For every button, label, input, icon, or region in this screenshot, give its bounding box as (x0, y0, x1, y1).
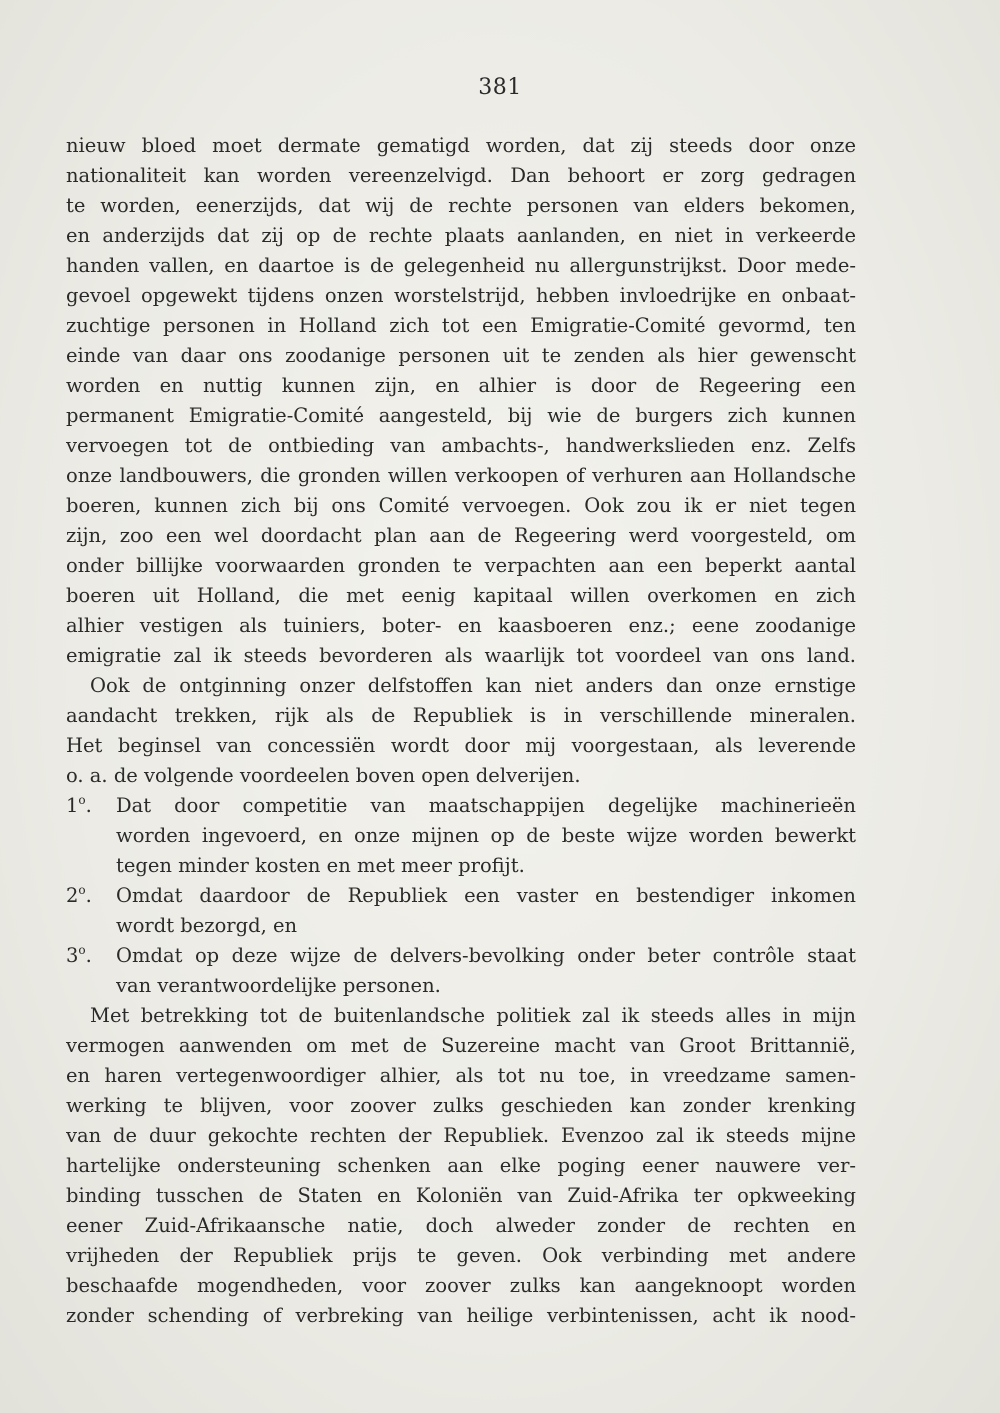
list-number-dot: . (85, 944, 92, 967)
text-line: wordt bezorgd, en (116, 914, 298, 937)
text-line: binding tusschen de Staten en Koloniën van Zuid-Afrika ter opkweeking (66, 1184, 856, 1207)
text-line: werking te blijven, voor zoover zulks geschieden kan zonder krenking (66, 1094, 856, 1117)
list-item-text (116, 941, 856, 1001)
enumerated-list (66, 791, 856, 1001)
list-item-number (66, 941, 116, 971)
text-line: zijn, zoo een wel doordacht plan aan de Regeering werd voorgesteld, om (66, 524, 856, 547)
text-line: en haren vertegenwoordiger alhier, als tot nu toe, in vreedzame samen- (66, 1064, 856, 1087)
text-line: Het beginsel van concessiën wordt door mij voorgestaan, als leverende (66, 734, 856, 757)
text-line: van de duur gekochte rechten der Republiek. Evenzoo zal ik steeds mijne (66, 1124, 856, 1147)
paragraph-mining (66, 671, 856, 791)
text-line: nationaliteit kan worden vereenzelvigd. Dan behoort er zorg gedragen (66, 164, 856, 187)
list-number-digit: 3 (66, 944, 79, 967)
text-line: Ook de ontginning onzer delfstoffen kan niet anders dan onze ernstige (90, 674, 856, 697)
list-number-ordinal: o (78, 883, 86, 897)
text-line: worden ingevoerd, en onze mijnen op de beste wijze worden bewerkt (116, 824, 856, 847)
text-line: Dat door competitie van maatschappijen degelijke machinerieën (116, 794, 856, 817)
text-line: hartelijke ondersteuning schenken aan elke poging eener nauwere ver- (66, 1154, 856, 1177)
paragraph-foreign-policy (66, 1001, 856, 1331)
list-number-digit: 1 (66, 794, 79, 817)
text-line: zuchtige personen in Holland zich tot een Emigratie-Comité gevormd, ten (66, 314, 856, 337)
text-line: handen vallen, en daartoe is de gelegenheid nu allergunstrijkst. Door mede- (66, 254, 856, 277)
list-number-ordinal: o (78, 793, 86, 807)
text-line: tegen minder kosten en met meer profijt. (116, 854, 525, 877)
list-item (66, 881, 856, 941)
text-line: alhier vestigen als tuiniers, boter- en kaasboeren enz.; eene zoodanige (66, 614, 856, 637)
text-line: boeren uit Holland, die met eenig kapitaal willen overkomen en zich (66, 584, 856, 607)
text-line: Omdat daardoor de Republiek een vaster en bestendiger inkomen (116, 884, 856, 907)
text-line: nieuw bloed moet dermate gematigd worden, dat zij steeds door onze (66, 134, 856, 157)
list-item-number (66, 791, 116, 821)
text-line: gevoel opgewekt tijdens onzen worstelstrijd, hebben invloedrijke en onbaat- (66, 284, 856, 307)
list-number-dot: . (85, 794, 92, 817)
text-line: Met betrekking tot de buitenlandsche politiek zal ik steeds alles in mijn (90, 1004, 856, 1027)
text-line: permanent Emigratie-Comité aangesteld, bij wie de burgers zich kunnen (66, 404, 856, 427)
list-number-ordinal: o (78, 943, 86, 957)
text-line: worden en nuttig kunnen zijn, en alhier is door de Regeering een (66, 374, 856, 397)
list-item-number (66, 881, 116, 911)
text-line: vrijheden der Republiek prijs te geven. Ook verbinding met andere (66, 1244, 856, 1267)
text-line: o. a. de volgende voordeelen boven open delverijen. (66, 764, 581, 787)
list-number-dot: . (85, 884, 92, 907)
text-line: boeren, kunnen zich bij ons Comité vervoegen. Ook zou ik er niet tegen (66, 494, 856, 517)
text-line: onze landbouwers, die gronden willen verkoopen of verhuren aan Hollandsche (66, 464, 856, 487)
text-line: te worden, eenerzijds, dat wij de rechte personen van elders bekomen, (66, 194, 856, 217)
text-line: eener Zuid-Afrikaansche natie, doch alweder zonder de rechten en (66, 1214, 856, 1237)
paragraph-emigration (66, 131, 856, 671)
list-item (66, 791, 856, 881)
text-line: en anderzijds dat zij op de rechte plaats aanlanden, en niet in verkeerde (66, 224, 856, 247)
text-line: zonder schending of verbreking van heilige verbintenissen, acht ik nood- (66, 1304, 856, 1327)
text-line: vermogen aanwenden om met de Suzereine macht van Groot Brittannië, (66, 1034, 856, 1057)
text-line: beschaafde mogendheden, voor zoover zulks kan aangeknoopt worden (66, 1274, 856, 1297)
text-line: Omdat op deze wijze de delvers-bevolking onder beter contrôle staat (116, 944, 856, 967)
page-number: 381 (478, 75, 522, 100)
text-line: einde van daar ons zoodanige personen uit te zenden als hier gewenscht (66, 344, 856, 367)
list-item-text (116, 791, 856, 881)
list-number-digit: 2 (66, 884, 79, 907)
text-line: onder billijke voorwaarden gronden te verpachten aan een beperkt aantal (66, 554, 856, 577)
text-line: vervoegen tot de ontbieding van ambachts-, handwerkslieden enz. Zelfs (66, 434, 856, 457)
list-item-text (116, 881, 856, 941)
text-line: aandacht trekken, rijk als de Republiek is in verschillende mineralen. (66, 704, 856, 727)
body-text (66, 131, 856, 1331)
text-line: emigratie zal ik steeds bevorderen als waarlijk tot voordeel van ons land. (66, 644, 856, 667)
text-line: van verantwoordelijke personen. (116, 974, 441, 997)
list-item (66, 941, 856, 1001)
